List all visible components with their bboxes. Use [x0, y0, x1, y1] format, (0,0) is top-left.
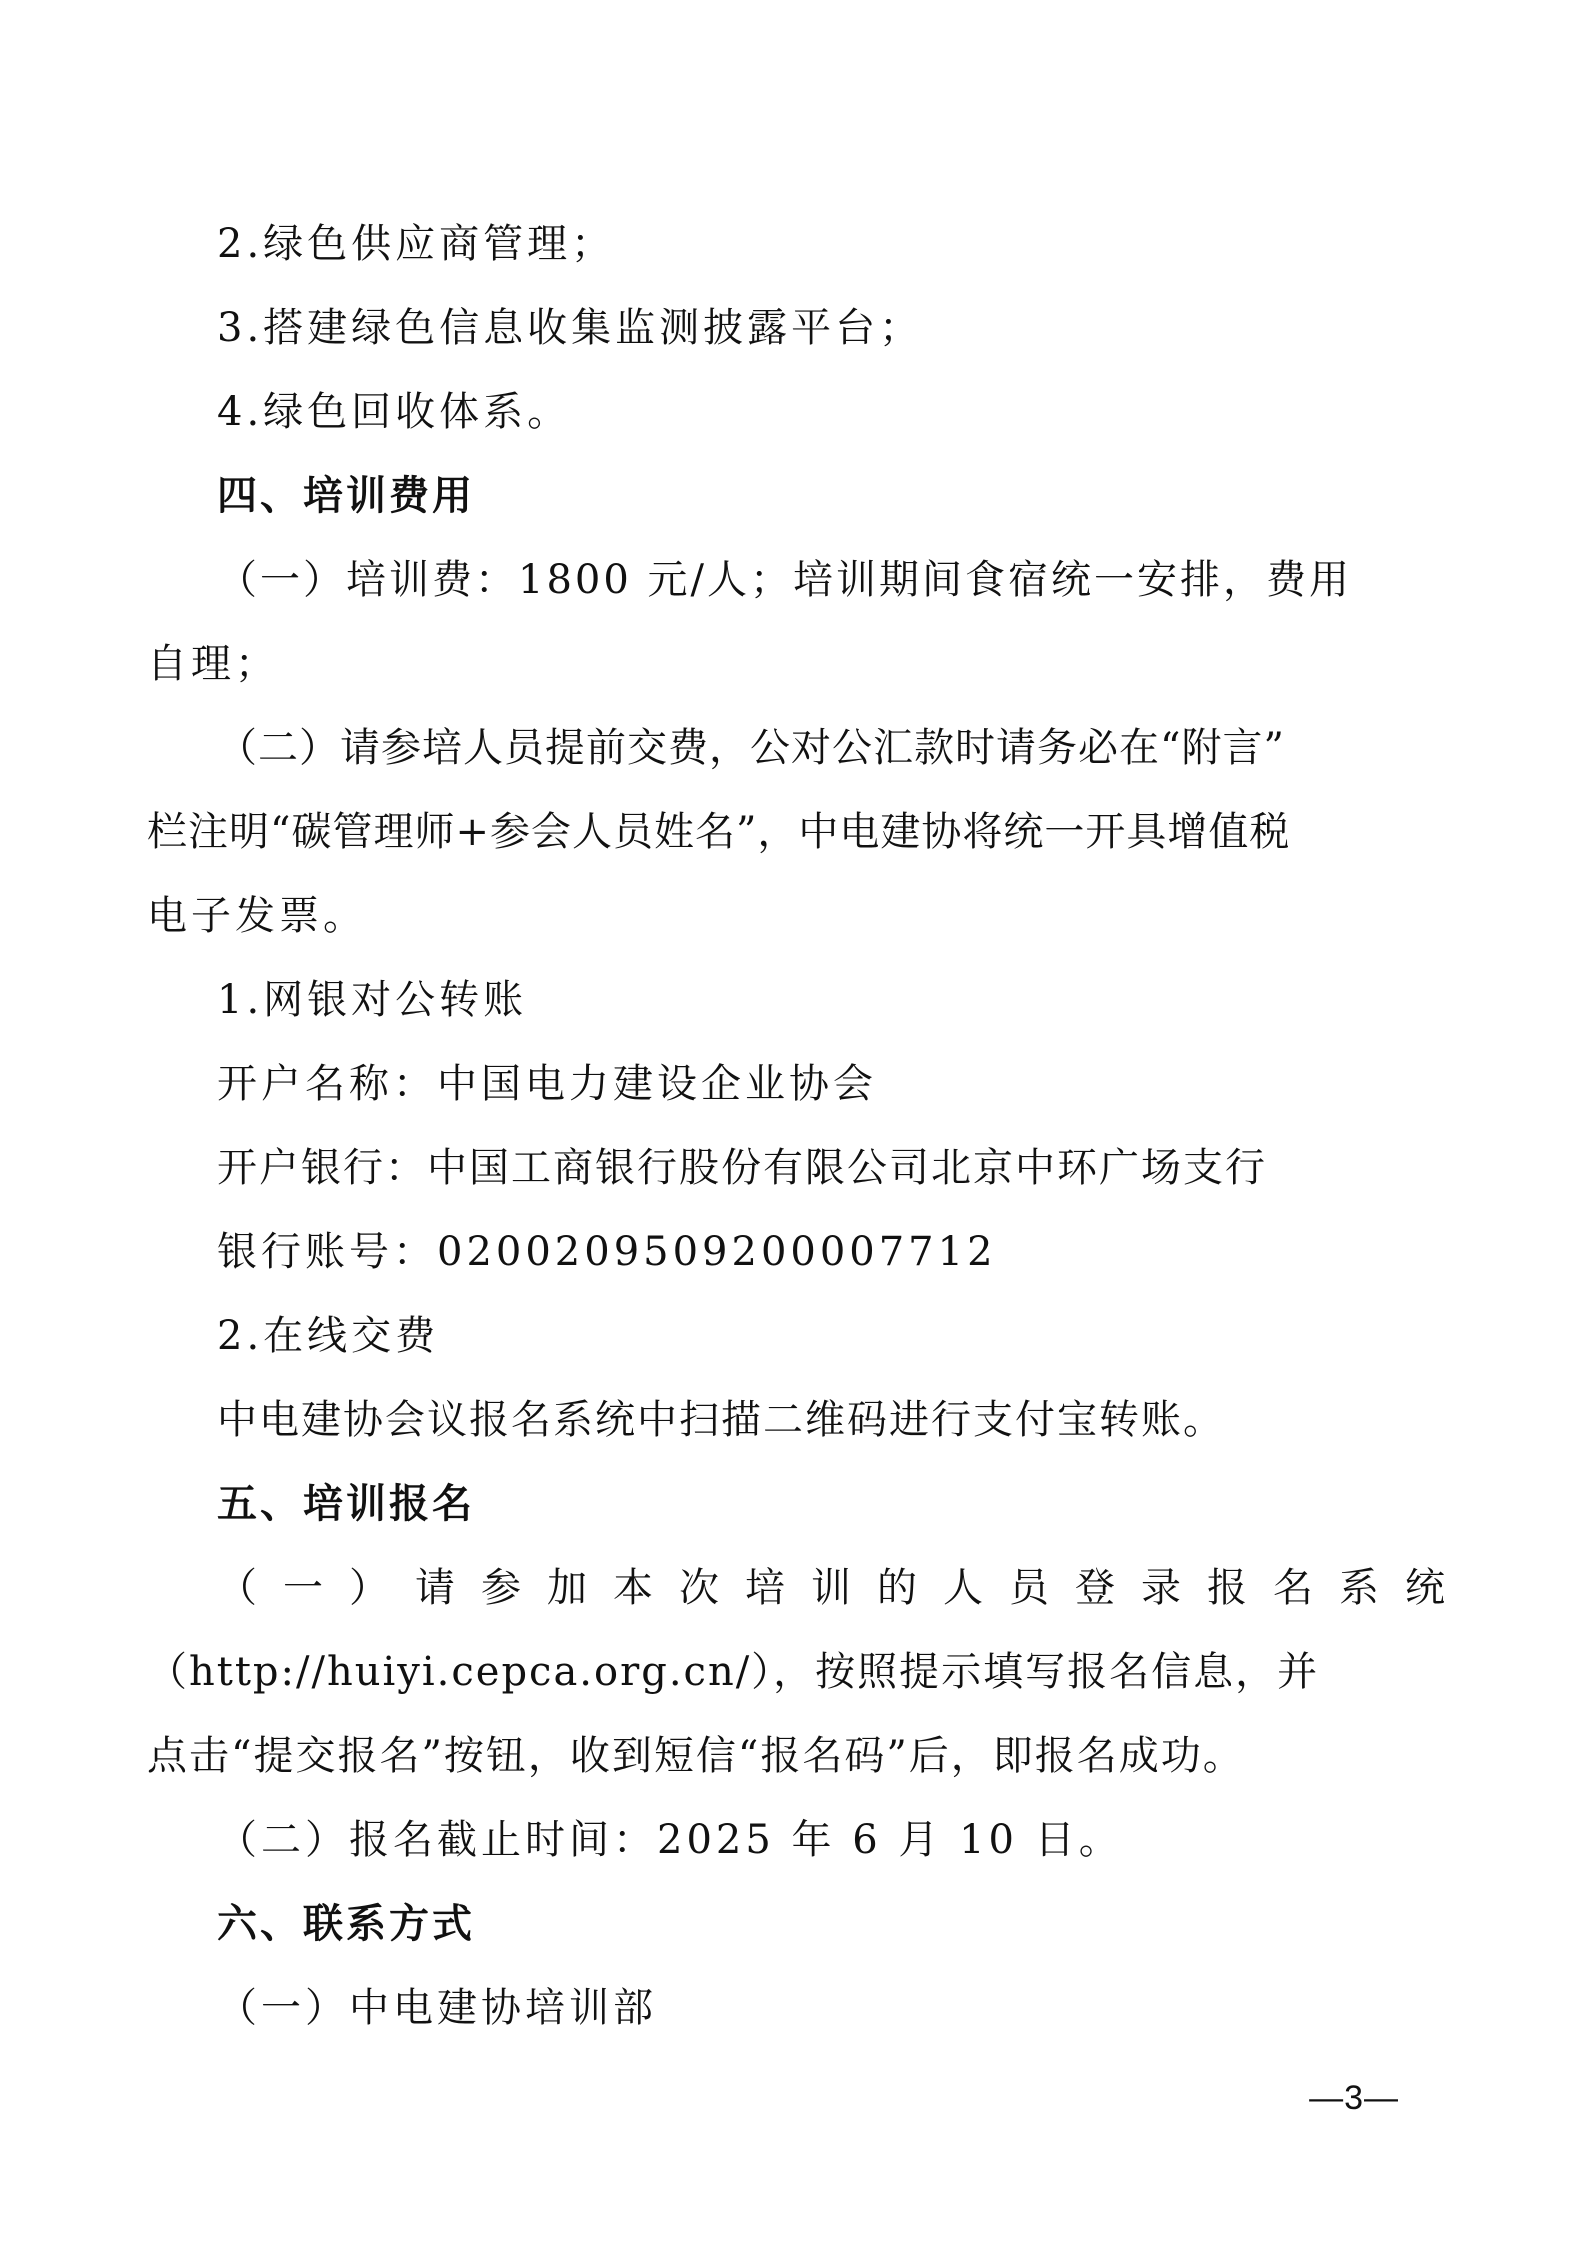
- paragraph-payment-line2: 栏注明“碳管理师+参会人员姓名”，中电建协将统一开具增值税: [147, 809, 1291, 855]
- list-item-info-platform: 3.搭建绿色信息收集监测披露平台；: [217, 305, 924, 351]
- paragraph-registration-line1: （一）请参加本次培训的人员登录报名系统: [217, 1565, 1471, 1611]
- account-number: 银行账号：0200209509200007712: [217, 1229, 997, 1275]
- subheading-online-banking: 1.网银对公转账: [217, 977, 528, 1023]
- contact-training-dept: （一）中电建协培训部: [217, 1985, 657, 2031]
- page-number: —3—: [1309, 2079, 1399, 2117]
- list-item-recycling-system: 4.绿色回收体系。: [217, 389, 572, 435]
- bank-name: 开户银行：中国工商银行股份有限公司北京中环广场支行: [217, 1145, 1267, 1191]
- paragraph-payment-line3: 电子发票。: [147, 893, 367, 939]
- section-heading-registration: 五、培训报名: [217, 1481, 475, 1527]
- paragraph-fee-line1: （一）培训费：1800 元/人；培训期间食宿统一安排，费用: [217, 557, 1352, 603]
- subheading-online-payment: 2.在线交费: [217, 1313, 440, 1359]
- online-payment-text: 中电建协会议报名系统中扫描二维码进行支付宝转账。: [217, 1397, 1225, 1443]
- section-heading-contact: 六、联系方式: [217, 1901, 475, 1947]
- account-name: 开户名称：中国电力建设企业协会: [217, 1061, 877, 1107]
- paragraph-payment-line1: （二）请参培人员提前交费，公对公汇款时请务必在“附言”: [217, 725, 1285, 771]
- list-item-green-supplier: 2.绿色供应商管理；: [217, 221, 616, 267]
- paragraph-fee-line2: 自理；: [147, 641, 279, 687]
- paragraph-registration-line2: （http://huiyi.cepca.org.cn/），按照提示填写报名信息，并: [147, 1649, 1320, 1695]
- registration-deadline: （二）报名截止时间：2025 年 6 月 10 日。: [217, 1817, 1123, 1863]
- section-heading-training-fee: 四、培训费用: [217, 473, 475, 519]
- paragraph-registration-line3: 点击“提交报名”按钮，收到短信“报名码”后，即报名成功。: [147, 1733, 1245, 1779]
